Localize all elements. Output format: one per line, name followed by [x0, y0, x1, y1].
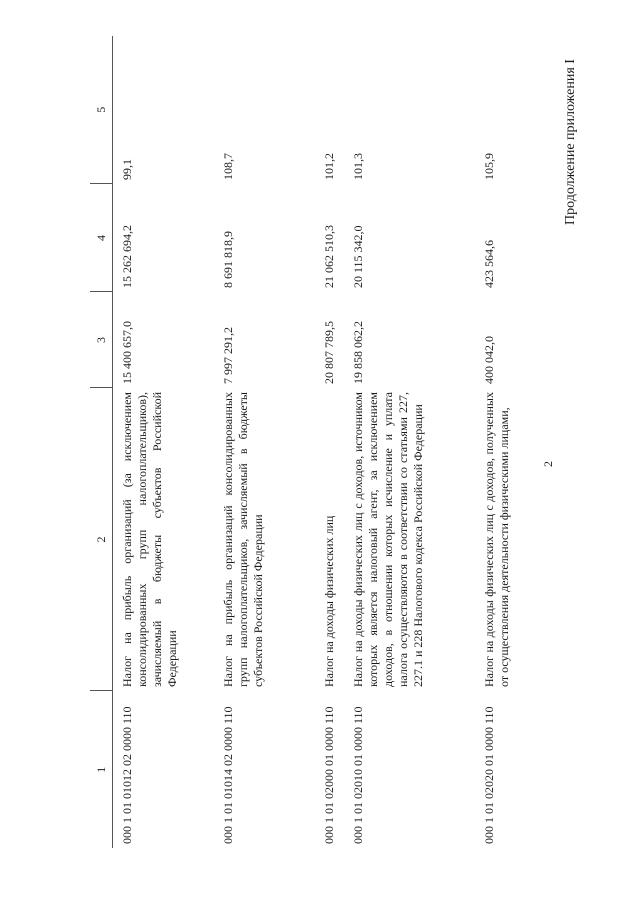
budget-code: 000 1 01 02000 01 0000 110	[322, 706, 336, 844]
page-number: 2	[541, 461, 555, 467]
table-row	[475, 36, 546, 848]
actual-amount: 15 262 694,2	[120, 225, 134, 288]
table-row	[344, 36, 475, 848]
table-row	[214, 36, 315, 848]
revenue-name: Налог на доходы физических лиц с доходов, источником которых является налоговый агент, за исключением доходов, в отношении которых исчисление и уплата налога осуществляются в соответствии со статьями 227, 227.1 и 228 Налогового кодекса Российской Федерации	[351, 392, 425, 687]
budget-code: 000 1 01 02010 01 0000 110	[351, 706, 365, 844]
budget-code: 000 1 01 02020 01 0000 110	[482, 706, 496, 844]
execution-percent: 99,1	[120, 159, 134, 180]
execution-percent: 101,3	[351, 153, 365, 180]
execution-percent: 101,2	[322, 153, 336, 180]
actual-amount: 21 062 510,3	[322, 225, 336, 288]
planned-amount: 15 400 657,0	[120, 321, 134, 384]
revenue-name: Налог на прибыль организаций (за исключением консолидированных групп налогоплательщиков), зачисляемый в бюджеты субъектов Российской Федерации	[120, 392, 179, 687]
actual-amount: 8 691 818,9	[221, 231, 235, 288]
budget-code: 000 1 01 01012 02 0000 110	[120, 706, 134, 844]
table-row	[113, 36, 215, 848]
column-header: 4	[90, 184, 113, 292]
actual-amount: 20 115 342,0	[351, 225, 365, 288]
revenue-name: Налог на доходы физических лиц с доходов, полученных от осуществления деятельности физическими лицами,	[482, 392, 511, 687]
revenue-name: Налог на доходы физических лиц	[322, 515, 336, 687]
budget-code: 000 1 01 01014 02 0000 110	[221, 706, 235, 844]
actual-amount: 423 564,6	[482, 240, 496, 288]
revenue-table	[90, 36, 546, 848]
table-header-row	[90, 36, 113, 848]
column-header: 1	[90, 691, 113, 848]
planned-amount: 19 858 062,2	[351, 321, 365, 384]
execution-percent: 105,9	[482, 153, 496, 180]
column-header: 2	[90, 388, 113, 691]
table-row	[315, 36, 344, 848]
execution-percent: 108,7	[221, 153, 235, 180]
planned-amount: 7 997 291,2	[221, 327, 235, 384]
planned-amount: 20 807 789,5	[322, 321, 336, 384]
revenue-name: Налог на прибыль организаций консолидированных групп налогоплательщиков, зачисляемый в бюджеты субъектов Российской Федерации	[221, 392, 265, 687]
column-header: 5	[90, 36, 113, 184]
continuation-label: Продолжение приложения I	[563, 59, 578, 225]
planned-amount: 400 042,0	[482, 336, 496, 384]
column-header: 3	[90, 292, 113, 388]
